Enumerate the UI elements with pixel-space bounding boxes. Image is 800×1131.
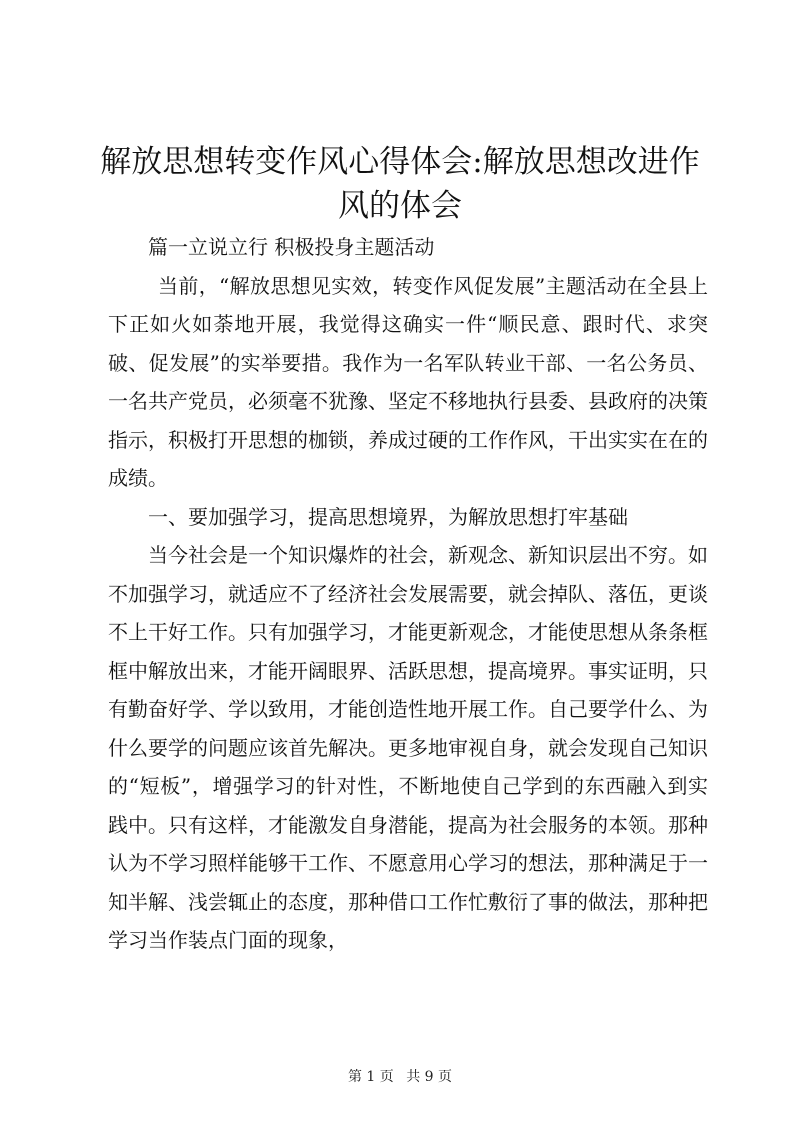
page-footer	[0, 1066, 800, 1086]
title-line-1: 解放思想转变作风心得体会:解放思想改进作	[100, 144, 700, 180]
document-title	[90, 140, 710, 228]
page-total: 共 9 页	[406, 1069, 453, 1085]
body-paragraph: 当前，“解放思想见实效，转变作风促发展”主题活动在全县上下正如火如荼地开展，我觉得这确实一件“顺民意、跟时代、求突破、促发展”的实举要措。我作为一名军队转业干部、一名公务员、一名共产党员，必须毫不犹豫、坚定不移地执行县委、县政府的决策指示，积极打开思想的枷锁，养成过硬的工作作风，干出实实在在的成绩。	[108, 273, 708, 490]
page-number: 第 1 页	[347, 1069, 394, 1085]
body-paragraph: 当今社会是一个知识爆炸的社会，新观念、新知识层出不穷。如不加强学习，就适应不了经济社会发展需要，就会掉队、落伍，更谈不上干好工作。只有加强学习，才能更新观念，才能使思想从条条框框中解放出来，才能开阔眼界、活跃思想，提高境界。事实证明，只有勤奋好学、学以致用，才能创造性地开展工作。自己要学什么、为什么要学的问题应该首先解决。更多地审视自身，就会发现自己知识的“短板”，增强学习的针对性，不断地使自己学到的东西融入到实践中。只有这样，才能激发自身潜能，提高为社会服务的本领。那种认为不学习照样能够干工作、不愿意用心学习的想法，那种满足于一知半解、浅尝辄止的态度，那种借口工作忙敷衍了事的做法，那种把学习当作装点门面的现象，	[108, 543, 708, 952]
title-line-2: 风的体会	[338, 188, 462, 224]
document-body	[108, 228, 708, 960]
subsection-heading: 一、要加强学习，提高思想境界，为解放思想打牢基础	[148, 504, 628, 529]
section-heading: 篇一立说立行 积极投身主题活动	[148, 235, 435, 259]
